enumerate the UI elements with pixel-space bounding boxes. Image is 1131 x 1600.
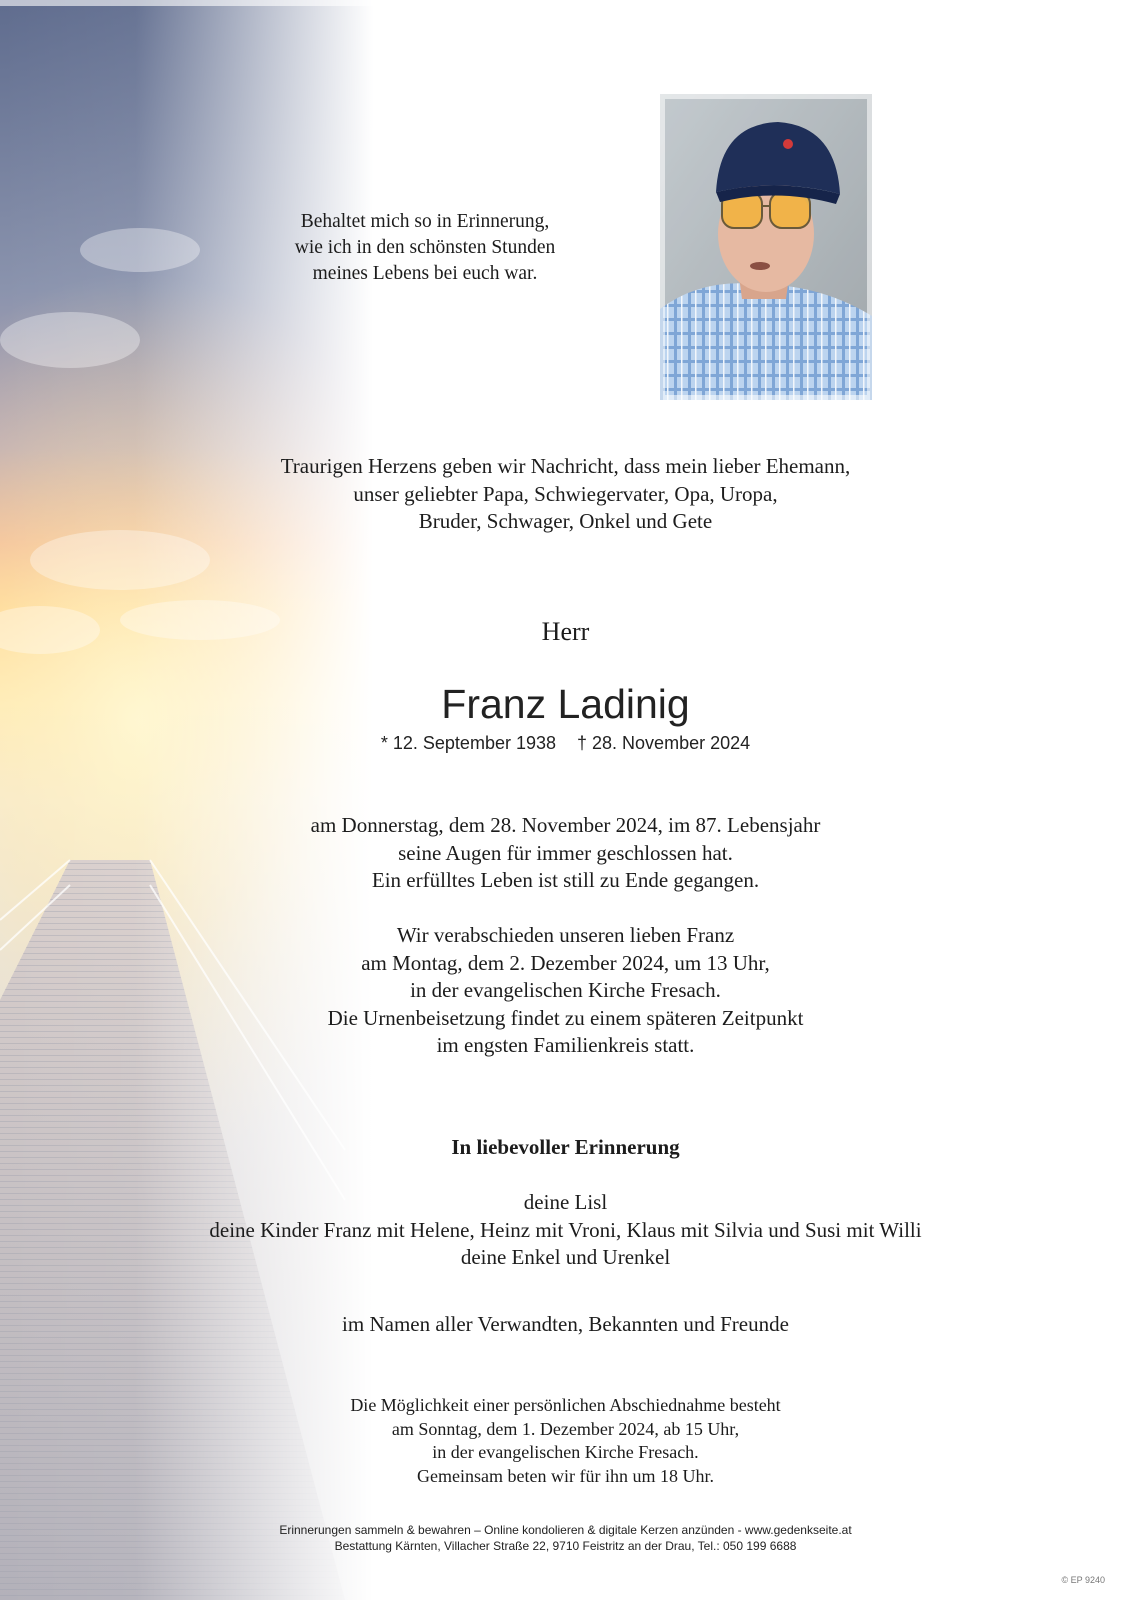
funeral-line: in der evangelischen Kirche Fresach. [410, 978, 721, 1002]
intro-text [0, 453, 1131, 536]
passing-line: seine Augen für immer geschlossen hat. [398, 840, 733, 865]
funeral-line: Die Urnenbeisetzung findet zu einem späteren Zeitpunkt [327, 1005, 804, 1030]
passing-line: Ein erfülltes Leben ist still zu Ende gegangen. [371, 868, 760, 892]
deceased-name: Franz Ladinig [441, 681, 690, 727]
funeral-text [0, 922, 1131, 1060]
verse-line: Behaltet mich so in Erinnerung, [300, 211, 550, 232]
memory-heading: In liebevoller Erinnerung [451, 1135, 680, 1159]
life-dates [0, 732, 1131, 754]
footer [0, 1523, 1131, 1554]
salutation: Herr [541, 617, 590, 646]
death-date: † 28. November 2024 [577, 733, 751, 753]
passing-line: am Donnerstag, dem 28. November 2024, im 87. Lebensjahr [310, 813, 821, 837]
footer-line: Erinnerungen sammeln & bewahren – Online kondolieren & digitale Kerzen anzünden - www.gedenkseite.at [279, 1523, 852, 1537]
farewell-line: in der evangelischen Kirche Fresach. [432, 1442, 699, 1462]
verse-line: meines Lebens bei euch war. [312, 263, 538, 284]
intro-line: Traurigen Herzens geben wir Nachricht, dass mein lieber Ehemann, [280, 454, 851, 478]
mourner-line: deine Lisl [523, 1190, 608, 1214]
intro-line: Bruder, Schwager, Onkel und Gete [418, 509, 713, 533]
farewell-line: Gemeinsam beten wir für ihn um 18 Uhr. [417, 1465, 714, 1486]
relatives-line: im Namen aller Verwandten, Bekannten und Freunde [342, 1312, 789, 1336]
funeral-line: Wir verabschieden unseren lieben Franz [396, 923, 735, 947]
funeral-line: am Montag, dem 2. Dezember 2024, um 13 Uhr, [361, 950, 770, 975]
mourners-list [0, 1189, 1131, 1272]
farewell-text [0, 1394, 1131, 1488]
farewell-line: Die Möglichkeit einer persönlichen Abschiednahme besteht [350, 1395, 781, 1415]
farewell-line: am Sonntag, dem 1. Dezember 2024, ab 15 Uhr, [391, 1418, 740, 1439]
mourner-line: deine Enkel und Urenkel [460, 1245, 671, 1269]
portrait-photo-icon [660, 94, 872, 400]
footer-line: Bestattung Kärnten, Villacher Straße 22, 9710 Feistritz an der Drau, Tel.: 050 199 6688 [334, 1538, 797, 1553]
passing-text [0, 812, 1131, 895]
intro-line: unser geliebter Papa, Schwiegervater, Opa, Uropa, [353, 481, 778, 506]
mourner-line: deine Kinder Franz mit Helene, Heinz mit Vroni, Klaus mit Silvia und Susi mit Willi [209, 1217, 922, 1242]
funeral-line: im engsten Familienkreis statt. [436, 1033, 695, 1057]
verse [215, 209, 635, 287]
verse-line: wie ich in den schönsten Stunden [294, 237, 556, 258]
birth-date: * 12. September 1938 [380, 733, 556, 753]
print-code: © EP 9240 [1061, 1575, 1105, 1585]
